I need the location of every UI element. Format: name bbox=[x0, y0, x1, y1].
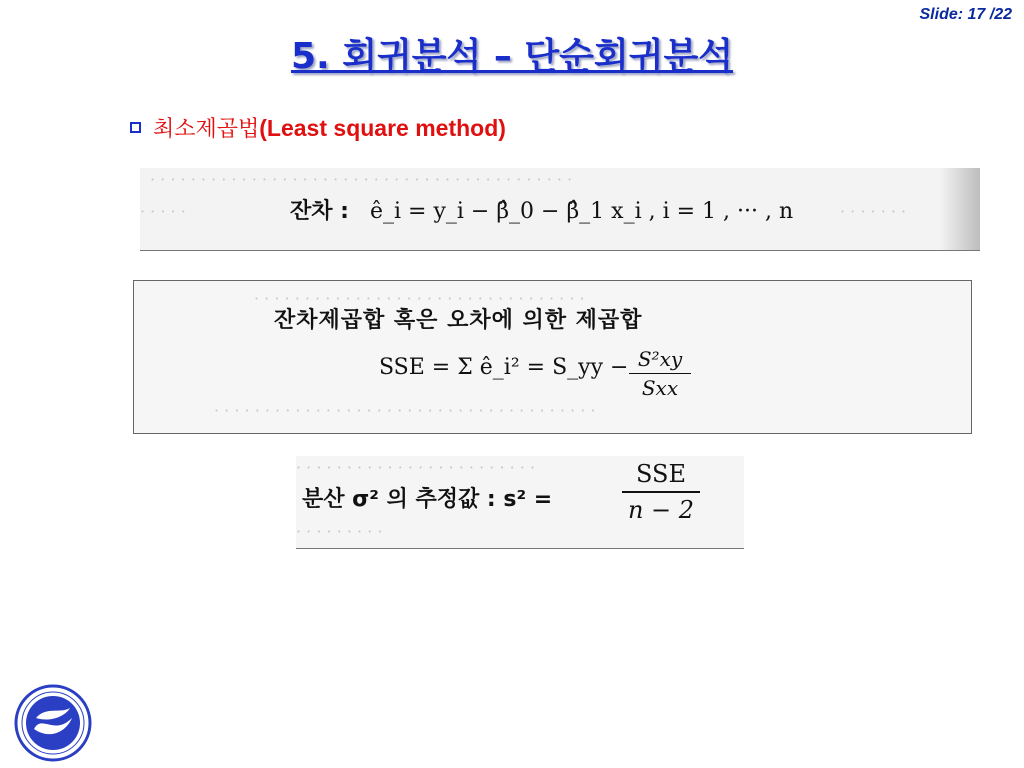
bullet-row bbox=[130, 112, 506, 143]
scan-ghost-text: · · · · · · · · · · · · · · · · · · · · · · · · · · · · · · · · · · · · · · · · · · bbox=[150, 170, 573, 189]
variance-denominator: n − 2 bbox=[627, 496, 695, 524]
bullet-text bbox=[153, 112, 506, 143]
scan-ghost-text: · · · · · · · · · bbox=[296, 522, 383, 541]
residual-box bbox=[140, 168, 980, 251]
fraction-bar bbox=[622, 491, 700, 493]
sse-numerator: S²xy bbox=[637, 347, 683, 371]
residual-formula: ê_i = y_i − β̂_0 − β̂_1 x_i , i = 1 , ··· , n bbox=[369, 199, 794, 224]
sse-formula: SSE = Σ ê_i² = S_yy − bbox=[379, 355, 629, 380]
variance-numerator: SSE bbox=[636, 460, 686, 488]
variance-label: 분산 σ² 의 추정값 : s² = bbox=[302, 487, 553, 512]
residual-label: 잔차 : bbox=[290, 199, 349, 224]
scan-shadow bbox=[940, 168, 980, 250]
slide-title: 5. 회귀분석 – 단순회귀분석 bbox=[290, 36, 734, 77]
scan-ghost-text: · · · · · · · · · · · · · · · · · · · · · · · · · · · · · · · · · bbox=[254, 289, 585, 308]
university-seal-logo bbox=[14, 684, 92, 762]
sse-denominator: Sxx bbox=[641, 376, 679, 400]
bullet-square-icon bbox=[130, 122, 141, 133]
fraction-bar bbox=[629, 373, 691, 374]
slide-number: Slide: 17 /22 bbox=[919, 6, 1012, 23]
scan-ghost-text: · · · · · · · · · · · · · · · · · · · · · · · · · · · · · · · · · · · · · · bbox=[214, 401, 596, 420]
sse-heading: 잔차제곱합 혹은 오차에 의한 제곱합 bbox=[274, 308, 643, 333]
scan-ghost-text: · · · · · bbox=[140, 202, 186, 221]
scan-ghost-text: · · · · · · · · · · · · · · · · · · · · · · · · bbox=[296, 458, 536, 477]
sse-fraction bbox=[629, 347, 691, 400]
sse-box bbox=[133, 280, 972, 434]
residual-formula-row bbox=[290, 194, 793, 225]
bullet-english: (Least square method) bbox=[259, 115, 506, 141]
scan-ghost-text: · · · · · · · bbox=[840, 202, 907, 221]
variance-box bbox=[296, 456, 744, 549]
variance-fraction bbox=[622, 460, 700, 524]
bullet-korean: 최소제곱법 bbox=[153, 117, 260, 142]
